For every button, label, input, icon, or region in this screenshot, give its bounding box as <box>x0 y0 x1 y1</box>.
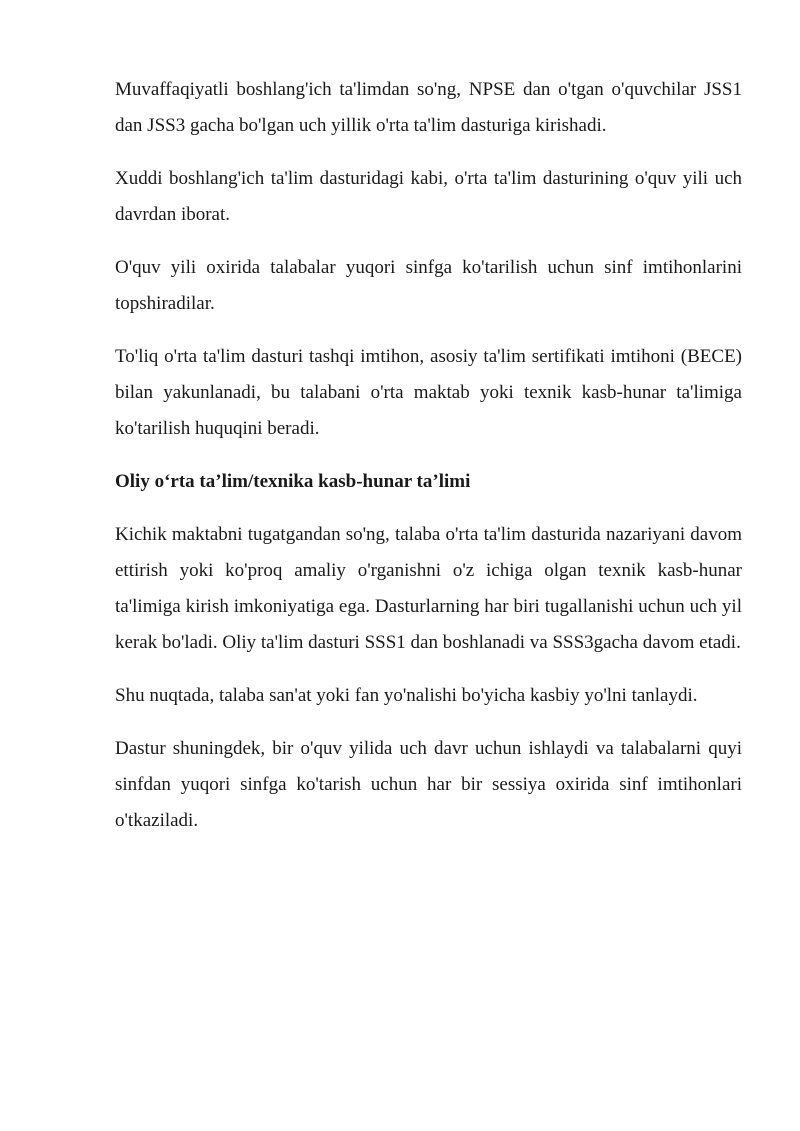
paragraph-senior-school: Kichik maktabni tugatgandan so'ng, talaba o'rta ta'lim dasturida nazariyani davom ettirish yoki ko'proq amaliy o'rganishni o'z ichiga olgan texnik kasb-hunar ta'limiga kirish imkoniyatiga ega. Dasturlarning har biri tugallanishi uchun uch yil kerak bo'ladi. Oliy ta'lim dasturi SSS1 dan boshlanadi va SSS3gacha davom etadi. <box>115 524 742 653</box>
paragraph-promotion-exams: O'quv yili oxirida talabalar yuqori sinfga ko'tarilish uchun sinf imtihonlarini topshiradilar. <box>115 257 742 314</box>
paragraph-academic-terms: Xuddi boshlang'ich ta'lim dasturidagi kabi, o'rta ta'lim dasturining o'quv yili uch davrdan iborat. <box>115 168 742 225</box>
document-page <box>115 72 742 856</box>
paragraph-session-exams: Dastur shuningdek, bir o'quv yilida uch davr uchun ishlaydi va talabalarni quyi sinfdan yuqori sinfga ko'tarish uchun har bir sessiya oxirida sinf imtihonlari o'tkaziladi. <box>115 738 742 831</box>
paragraph-career-path: Shu nuqtada, talaba san'at yoki fan yo'nalishi bo'yicha kasbiy yo'lni tanlaydi. <box>115 685 698 706</box>
paragraph-npse-transition: Muvaffaqiyatli boshlang'ich ta'limdan so'ng, NPSE dan o'tgan o'quvchilar JSS1 dan JSS3 gacha bo'lgan uch yillik o'rta ta'lim dasturiga kirishadi. <box>115 79 742 136</box>
section-heading: Oliy o‘rta ta’lim/texnika kasb-hunar ta’limi <box>115 471 471 492</box>
paragraph-bece: To'liq o'rta ta'lim dasturi tashqi imtihon, asosiy ta'lim sertifikati imtihoni (BECE) bilan yakunlanadi, bu talabani o'rta maktab yoki texnik kasb-hunar ta'limiga ko'tarilish huquqini beradi. <box>115 346 742 439</box>
